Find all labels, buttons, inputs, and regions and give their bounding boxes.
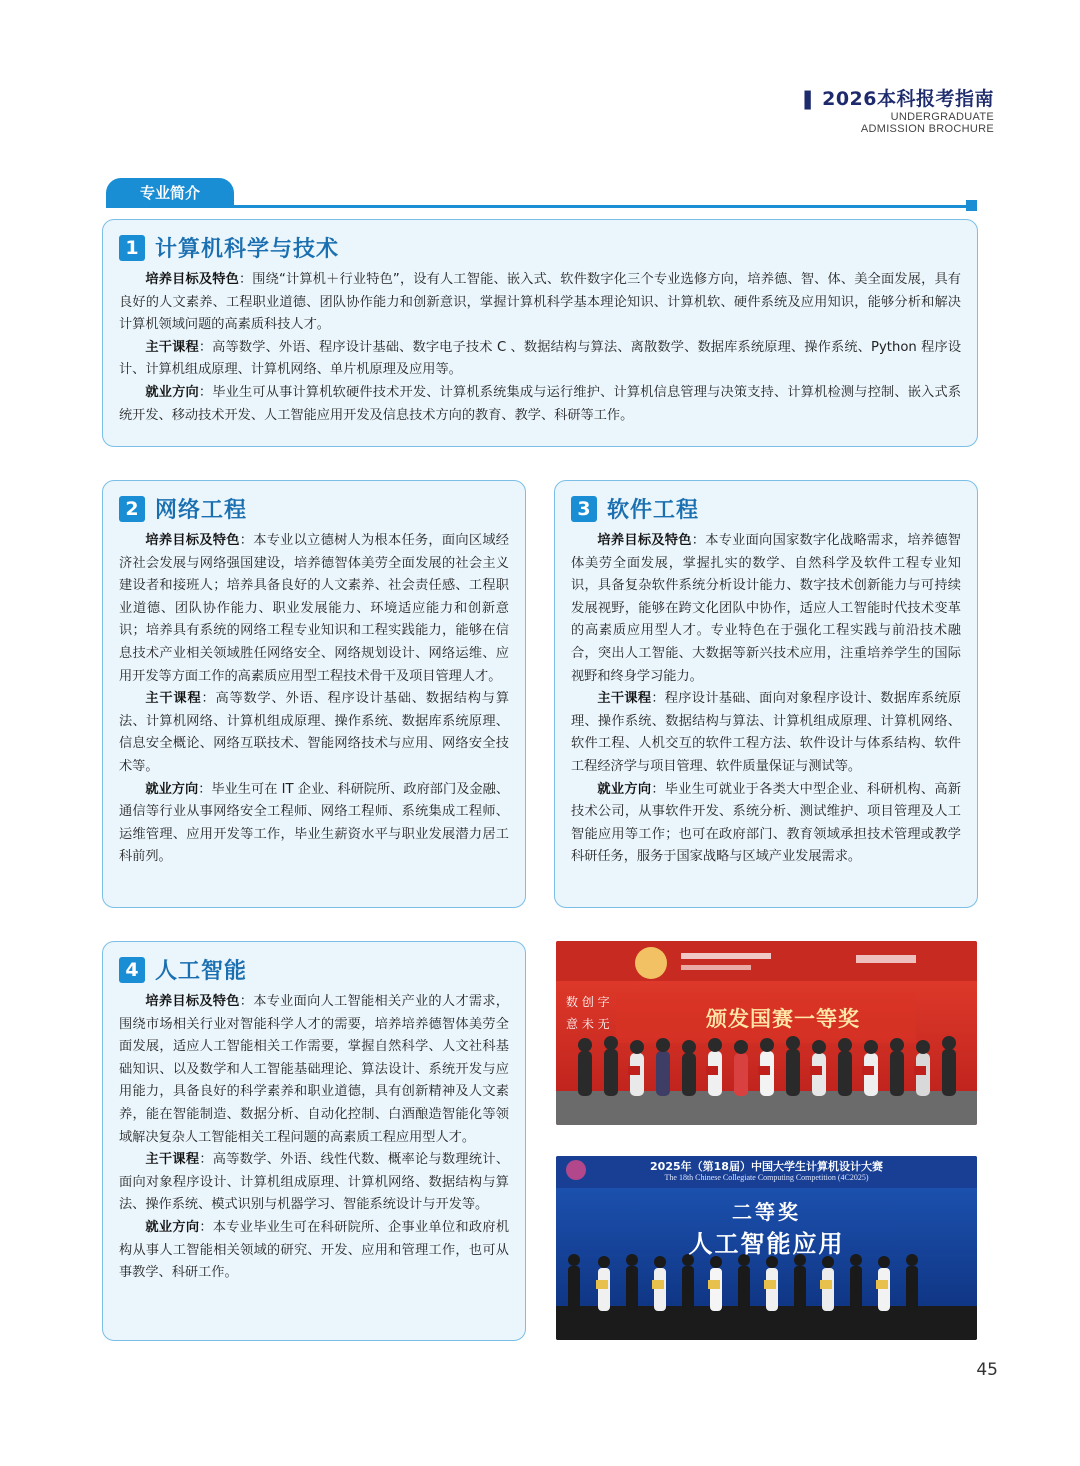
award-category: 人工智能应用 bbox=[688, 1230, 845, 1258]
major-careers: 就业方向：毕业生可在 IT 企业、科研院所、政府部门及金融、通信等行业从事网络安全工程师、网络工程师、系统集成工程师、运维管理、应用开发等工作，毕业生薪资水平与职业发展潜力居工科前列。 bbox=[119, 781, 510, 865]
photo-side-text: 数 创 字 意 未 无 bbox=[566, 995, 610, 1031]
section-tab: 专业简介 bbox=[106, 178, 234, 208]
divider-end-square bbox=[966, 200, 977, 211]
double-bar-icon: ❚ bbox=[799, 88, 817, 110]
major-goal: 培养目标及特色：本专业面向人工智能相关产业的人才需求，围绕市场相关行业对智能科学人才的需要，培养培养德智体美劳全面发展，适应人工智能相关工作需要，掌握自然科学、人文社科基础知识、以及数学和人工智能基础理论、算法设计、系统开发与应用能力，具备良好的科学素养和职业道德，具有创新精神及人文素养，能在智能制造、数据分析、自动化控制、白酒酿造智能化等领域解决复杂人工智能相关工程问题的高素质工程应用型人才。 bbox=[119, 994, 509, 1145]
major-title: 软件工程 bbox=[607, 498, 700, 523]
major-goal: 培养目标及特色：本专业以立德树人为根本任务，面向区域经济社会发展与网络强国建设，培养德智体美劳全面发展的社会主义建设者和接班人；培养具备良好的人文素养、社会责任感、工程职业道德、团队协作能力、职业发展能力、环境适应能力和创新意识；培养具有系统的网络工程专业知识和工程实践能力，能够在信息技术产业相关领域胜任网络安全、网络规划设计、网络运维、应用开发等方面工作的高素质应用型工程技术骨干及项目管理人才。 bbox=[119, 533, 509, 684]
photo-banner-text: 颁发国赛一等奖 bbox=[706, 1007, 860, 1031]
major-careers: 就业方向：本专业毕业生可在科研院所、企事业单位和政府机构从事人工智能相关领域的研究、开发、应用和管理工作，也可从事教学、科研工作。 bbox=[119, 1219, 510, 1281]
award-photo-second-prize bbox=[556, 1156, 977, 1340]
major-card-network-engineering bbox=[102, 480, 526, 908]
major-careers: 就业方向：毕业生可就业于各类大中型企业、科研机构、高新技术公司，从事软件开发、系统分析、测试维护、项目管理及人工智能应用等工作；也可在政府部门、教育领域承担技术管理或教学科研任务，服务于国家战略与区域产业发展需求。 bbox=[571, 781, 962, 865]
major-title: 人工智能 bbox=[155, 959, 248, 984]
major-careers: 就业方向：毕业生可从事计算机软硬件技术开发、计算机系统集成与运行维护、计算机信息管理与决策支持、计算机检测与控制、嵌入式系统开发、移动技术开发、人工智能应用开发及信息技术方向的教育、教学、科研等工作。 bbox=[119, 384, 961, 423]
brochure-subtitle-en-1: UNDERGRADUATE bbox=[890, 111, 994, 123]
major-number: 3 bbox=[571, 496, 597, 522]
brochure-header bbox=[800, 84, 994, 135]
page-number: 45 bbox=[976, 1360, 998, 1380]
major-card-software-engineering bbox=[554, 480, 978, 908]
major-courses: 主干课程：程序设计基础、面向对象程序设计、数据库系统原理、操作系统、数据结构与算法、计算机组成原理、计算机网络、软件工程、人机交互的软件工程方法、软件设计与体系结构、软件工程经济学与项目管理、软件质量保证与测试等。 bbox=[571, 691, 962, 774]
major-courses: 主干课程：高等数学、外语、程序设计基础、数字电子技术 C 、数据结构与算法、离散数学、数据库系统原理、操作系统、Python 程序设计、计算机组成原理、计算机网络、单片机原理及应用等。 bbox=[119, 339, 962, 378]
brochure-title: ❚ 2026本科报考指南 bbox=[799, 88, 994, 110]
major-card-artificial-intelligence bbox=[102, 941, 526, 1341]
major-number: 1 bbox=[119, 235, 145, 261]
major-goal: 培养目标及特色：围绕“计算机＋行业特色”，设有人工智能、嵌入式、软件数字化三个专业选修方向，培养德、智、体、美全面发展，具有良好的人文素养、工程职业道德、团队协作能力和创新意识，掌握计算机科学基本理论知识、计算机软、硬件系统及应用知识，能够分析和解决计算机领域问题的高素质科技人才。 bbox=[119, 272, 961, 333]
major-goal: 培养目标及特色：本专业面向国家数字化战略需求，培养德智体美劳全面发展，掌握扎实的数学、自然科学及软件工程专业知识，具备复杂软件系统分析设计能力、数字技术创新能力与可持续发展视野，能够在跨文化团队中协作，适应人工智能时代技术变革的高素质应用型人才。专业特色在于强化工程实践与前沿技术融合，突出人工智能、大数据等新兴技术应用，注重培养学生的国际视野和终身学习能力。 bbox=[571, 533, 961, 684]
major-courses: 主干课程：高等数学、外语、程序设计基础、数据结构与算法、计算机网络、计算机组成原理、操作系统、数据库系统原理、信息安全概论、网络互联技术、智能网络技术与应用、网络安全技术等。 bbox=[119, 691, 510, 774]
section-divider bbox=[106, 205, 970, 208]
competition-name-en: The 18th Chinese Collegiate Computing Competition (4C2025) bbox=[664, 1173, 869, 1182]
major-title: 网络工程 bbox=[155, 498, 248, 523]
brochure-subtitle-en-2: ADMISSION BROCHURE bbox=[860, 123, 994, 135]
award-photo-first-prize bbox=[556, 941, 977, 1125]
award-level: 二等奖 bbox=[732, 1200, 801, 1224]
major-number: 2 bbox=[119, 496, 145, 522]
major-courses: 主干课程：高等数学、外语、线性代数、概率论与数理统计、面向对象程序设计、计算机组成原理、计算机网络、数据结构与算法、操作系统、模式识别与机器学习、智能系统设计与开发等。 bbox=[119, 1152, 510, 1213]
major-card-computer-science bbox=[102, 219, 978, 447]
competition-name: 2025年（第18届）中国大学生计算机设计大赛 bbox=[650, 1160, 883, 1173]
major-title: 计算机科学与技术 bbox=[155, 237, 340, 262]
major-number: 4 bbox=[119, 957, 145, 983]
